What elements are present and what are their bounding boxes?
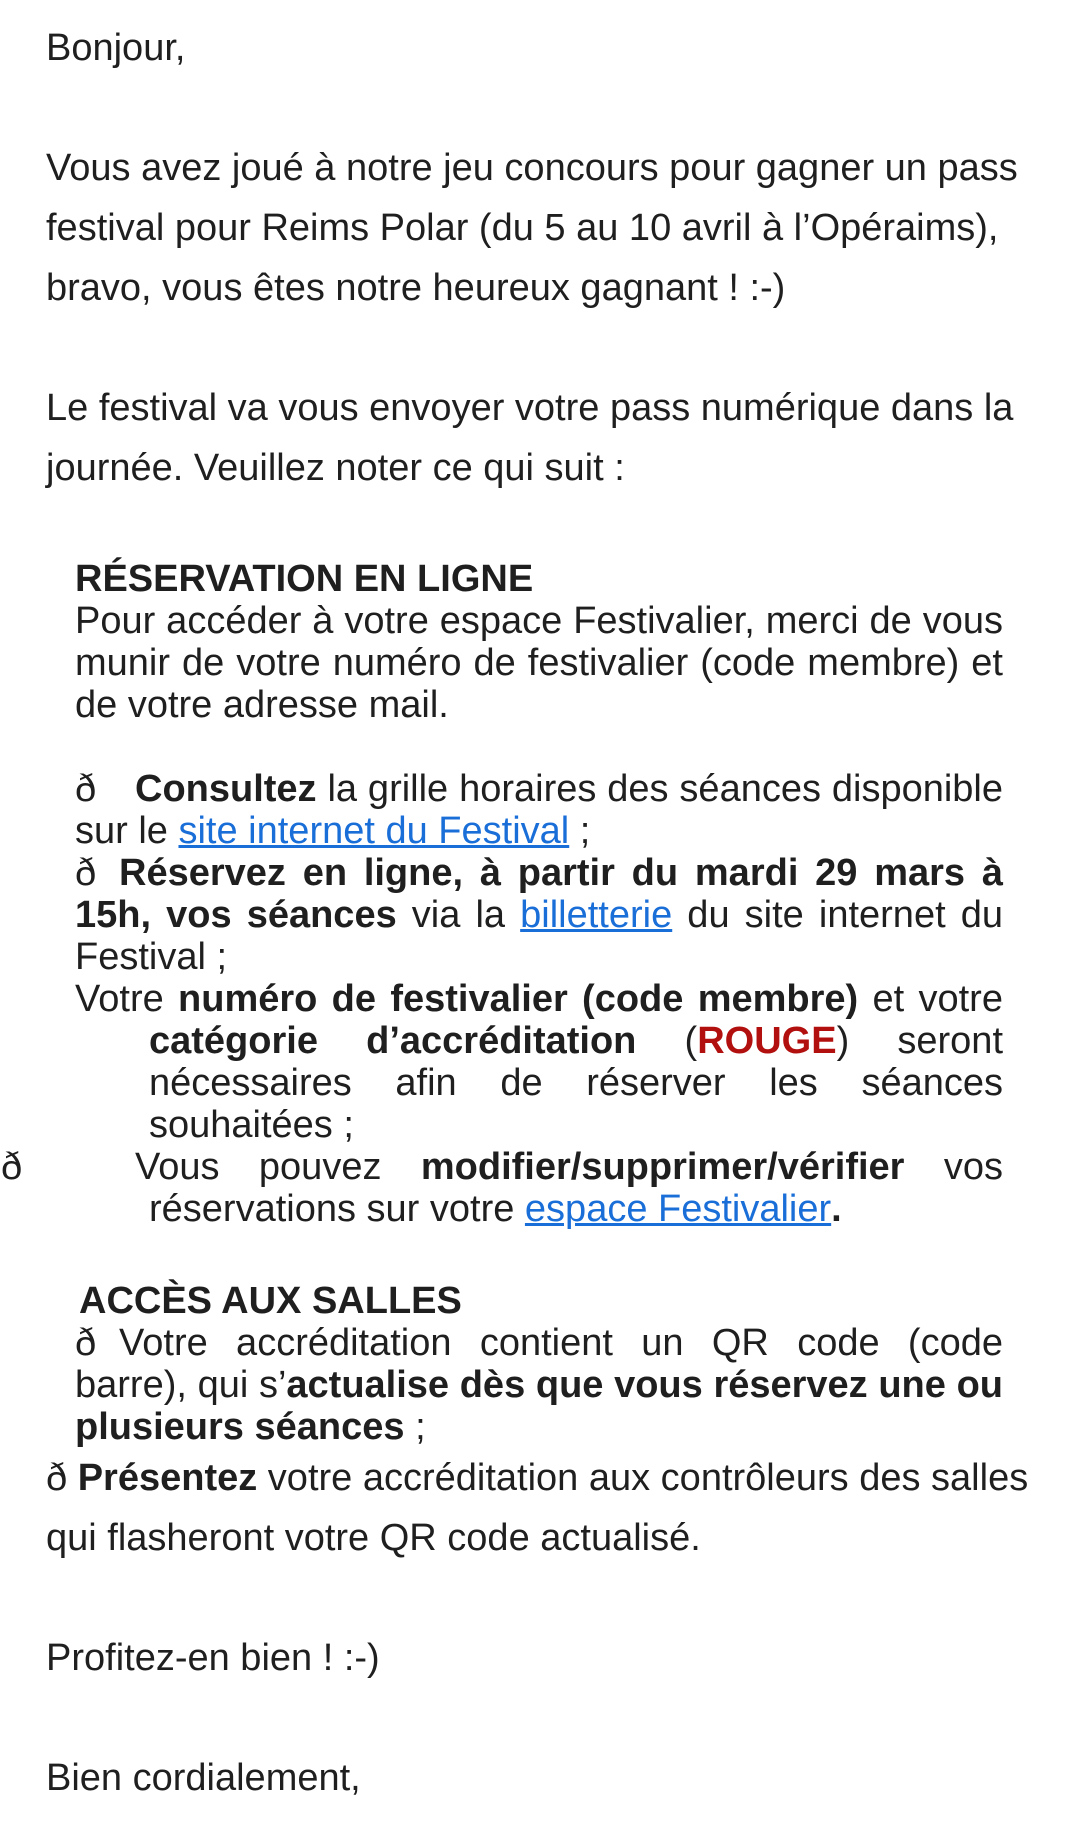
consult-bold: Consultez: [135, 768, 317, 810]
reserve-bold: Réservez en ligne, à partir du mardi 29 mars à 15h, vos séances: [75, 852, 1003, 936]
festival-space-link[interactable]: espace Festivalier: [524, 1188, 832, 1230]
bullet-glyph: ð: [1, 1146, 23, 1188]
bullet-glyph: ð: [75, 852, 97, 894]
bullet-glyph: ð: [75, 768, 97, 810]
bullet-glyph: ð: [46, 1457, 68, 1499]
notice-paragraph: Le festival va vous envoyer votre pass numérique dans la journée. Veuillez noter ce qui suit :: [46, 387, 1014, 489]
greeting-text: Bonjour,: [46, 27, 186, 69]
closing-text: Profitez-en bien ! :-): [46, 1637, 380, 1679]
access-item-present: ð Présentez votre accréditation aux contrôleurs des salles qui flasheront votre QR code actualisé.: [46, 1457, 1029, 1559]
access-heading: ACCÈS AUX SALLES: [79, 1280, 462, 1322]
bullet-glyph: ð: [75, 1322, 97, 1364]
reservation-heading: RÉSERVATION EN LIGNE: [75, 558, 534, 600]
category-badge: ROUGE: [697, 1020, 837, 1062]
reservation-item-reserve: ð Réservez en ligne, à partir du mardi 29 mars à 15h, vos séances via la billetterie du site internet du Festival ;: [75, 852, 1003, 978]
signoff-text: Bien cordialement,: [46, 1757, 361, 1799]
intro-paragraph: Vous avez joué à notre jeu concours pour gagner un pass festival pour Reims Polar (du 5 au 10 avril à l’Opéraims), bravo, vous êtes notre heureux gagnant ! :-): [46, 147, 1018, 309]
access-item-qr: ð Votre accréditation contient un QR code (code barre), qui s’actualise dès que vous réservez une ou plusieurs séances ;: [75, 1322, 1003, 1448]
reservation-section: [1, 558, 1003, 1448]
reservation-item-modify: ð Vous pouvez modifier/supprimer/vérifier vos réservations sur votre espace Festivalier.: [1, 1146, 1003, 1230]
reservation-item-consult: ð Consultez la grille horaires des séances disponible sur le site internet du Festival ;: [75, 768, 1003, 852]
reservation-item-member-number: Votre numéro de festivalier (code membre) et votre catégorie d’accréditation (ROUGE) seront nécessaires afin de réserver les séances souhaitées ;: [75, 978, 1003, 1146]
reservation-access-text: Pour accéder à votre espace Festivalier, merci de vous munir de votre numéro de festivalier (code membre) et de votre adresse mail.: [75, 600, 1003, 726]
ticketing-link[interactable]: billetterie: [520, 894, 673, 936]
festival-website-link[interactable]: site internet du Festival: [178, 810, 570, 852]
